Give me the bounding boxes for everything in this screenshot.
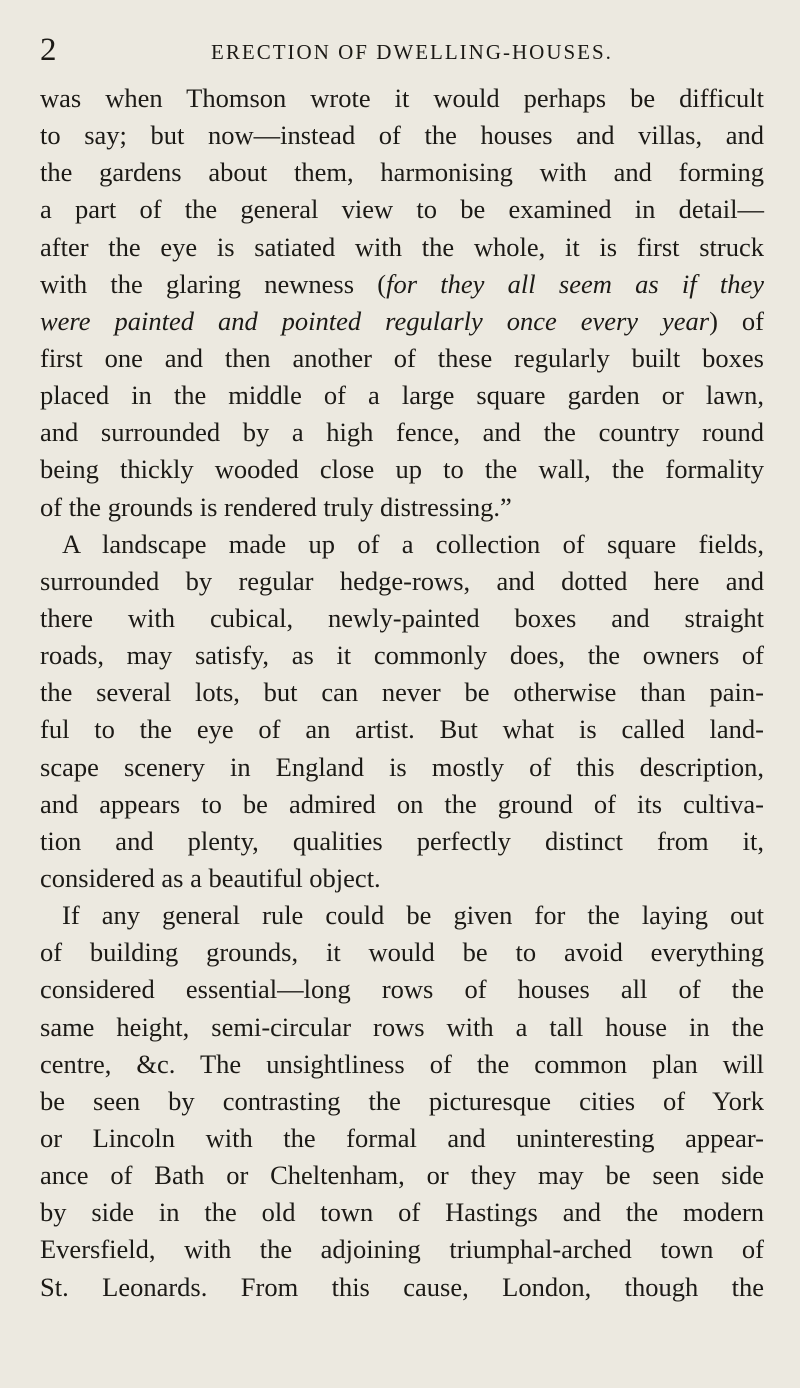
text-line: surrounded by regular hedge-rows, and dotted here and xyxy=(40,565,764,596)
text-line: the several lots, but can never be otherwise than pain- xyxy=(40,677,764,708)
text-line: to say; but now—instead of the houses and villas, and xyxy=(40,120,764,151)
text-line: the gardens about them, harmonising with and forming xyxy=(40,157,764,188)
text-line: ance of Bath or Cheltenham, or they may be seen side xyxy=(40,1160,764,1191)
text-line: and appears to be admired on the ground of its cultiva- xyxy=(40,788,764,819)
text-line: after the eye is satiated with the whole, it is first struck xyxy=(40,231,764,262)
text-line: be seen by contrasting the picturesque cities of York xyxy=(40,1085,764,1116)
text-line-with-italic: were painted and pointed regularly once every year) of xyxy=(40,305,764,336)
text-line: there with cubical, newly-painted boxes and straight xyxy=(40,602,764,633)
body-text xyxy=(40,80,764,1306)
text-line: of the grounds is rendered truly distressing.” xyxy=(40,491,512,522)
text-line: first one and then another of these regularly built boxes xyxy=(40,342,764,373)
italic-phrase: were painted and pointed regularly once every year xyxy=(40,305,710,336)
text-line: placed in the middle of a large square garden or lawn, xyxy=(40,380,764,411)
text-line: considered as a beautiful object. xyxy=(40,862,381,893)
text-line: centre, &c. The unsightliness of the common plan will xyxy=(40,1048,764,1079)
text-line: Eversfield, with the adjoining triumphal-arched town of xyxy=(40,1234,764,1265)
running-head: ERECTION OF DWELLING-HOUSES. xyxy=(211,40,613,64)
text-line: considered essential—long rows of houses all of the xyxy=(40,974,764,1005)
text-line: and surrounded by a high fence, and the country round xyxy=(40,417,764,448)
italic-phrase: for they all seem as if they xyxy=(386,268,764,299)
text-line: or Lincoln with the formal and uninteresting appear- xyxy=(40,1122,764,1153)
page-number: 2 xyxy=(40,32,57,68)
text-line: St. Leonards. From this cause, London, though the xyxy=(40,1271,764,1302)
text-line: a part of the general view to be examined in detail— xyxy=(40,194,764,225)
text-line: If any general rule could be given for the laying out xyxy=(62,900,764,931)
text-line: scape scenery in England is mostly of this description, xyxy=(40,751,764,782)
text-line: tion and plenty, qualities perfectly distinct from it, xyxy=(40,825,764,856)
text-line: by side in the old town of Hastings and the modern xyxy=(40,1197,764,1228)
text-line: of building grounds, it would be to avoid everything xyxy=(40,937,764,968)
text-line: being thickly wooded close up to the wall, the formality xyxy=(40,454,764,485)
text-line: was when Thomson wrote it would perhaps be difficult xyxy=(40,83,764,113)
text-line: ful to the eye of an artist. But what is called land- xyxy=(40,714,764,745)
page-header xyxy=(40,30,764,70)
text-line-with-italic: with the glaring newness (for they all seem as if they xyxy=(40,268,764,299)
text-line: same height, semi-circular rows with a tall house in the xyxy=(40,1011,764,1042)
text-line: A landscape made up of a collection of square fields, xyxy=(62,528,764,559)
text-line: roads, may satisfy, as it commonly does, the owners of xyxy=(40,640,764,671)
